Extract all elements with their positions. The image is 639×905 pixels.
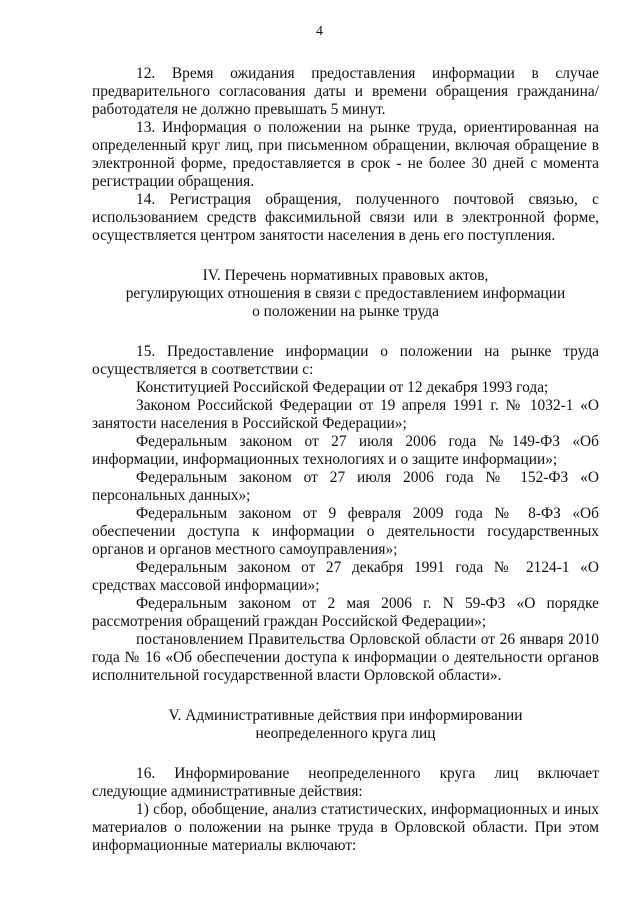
document-body <box>92 65 599 855</box>
paragraph-14: 14. Регистрация обращения, полученного почтовой связью, с использованием средств факсимильной связи или в электронной форме, осуществляется центром занятости населения в день его поступления. <box>92 191 599 244</box>
page-number: 4 <box>316 24 323 39</box>
paragraph-12: 12. Время ожидания предоставления информации в случае предварительного согласования даты и времени обращения гражданина/работодателя не должно превышать 5 минут. <box>92 65 599 118</box>
paragraph-15: 15. Предоставление информации о положении на рынке труда осуществляется в соответствии с: <box>92 343 599 378</box>
section-5-heading-line-2: неопределенного круга лиц <box>255 725 436 742</box>
section-4-heading-line-3: о положении на рынке труда <box>252 303 439 320</box>
legal-act-item: Федеральным законом от 27 июля 2006 года № 152-ФЗ «О персональных данных»; <box>92 469 599 504</box>
section-4-heading <box>92 267 599 321</box>
legal-act-item: Федеральным законом от 27 июля 2006 года №149-ФЗ «Об информации, информационных технологиях и о защите информации»; <box>92 433 599 468</box>
legal-act-item: Федеральным законом от 27 декабря 1991 года № 2124-1 «О средствах массовой информации»; <box>92 559 599 594</box>
section-5-heading <box>92 707 599 743</box>
section-4-heading-line-1: IV. Перечень нормативных правовых актов, <box>202 267 489 284</box>
legal-act-item: Федеральным законом от 2 мая 2006 г. N 59-ФЗ «О порядке рассмотрения обращений граждан Российской Федерации»; <box>92 595 599 630</box>
section-4-heading-line-2: регулирующих отношения в связи с предоставлением информации <box>125 285 566 302</box>
section-5-heading-line-1: V. Административные действия при информировании <box>168 707 523 724</box>
legal-act-item: постановлением Правительства Орловской области от 26 января 2010 года № 16 «Об обеспечении доступа к информации о деятельности органов исполнительной государственной власти Орловской области». <box>92 631 599 684</box>
legal-act-item: Федеральным законом от 9 февраля 2009 года № 8-ФЗ «Об обеспечении доступа к информации о деятельности государственных органов и органов местного самоуправления»; <box>92 505 599 558</box>
legal-act-item: Конституцией Российской Федерации от 12 декабря 1993 года; <box>136 379 549 396</box>
paragraph-13: 13. Информация о положении на рынке труда, ориентированная на определенный круг лиц, при письменном обращении, включая обращение в электронной форме, предоставляется в срок - не более 30 дней с момента регистрации обращения. <box>92 119 599 190</box>
list-item-1: 1) сбор, обобщение, анализ статистических, информационных и иных материалов о положении на рынке труда в Орловской области. При этом информационные материалы включают: <box>92 801 599 854</box>
legal-act-item: Законом Российской Федерации от 19 апреля 1991 г. № 1032-1 «О занятости населения в Российской Федерации»; <box>92 397 599 432</box>
paragraph-16: 16. Информирование неопределенного круга лиц включает следующие административные действия: <box>92 765 599 800</box>
